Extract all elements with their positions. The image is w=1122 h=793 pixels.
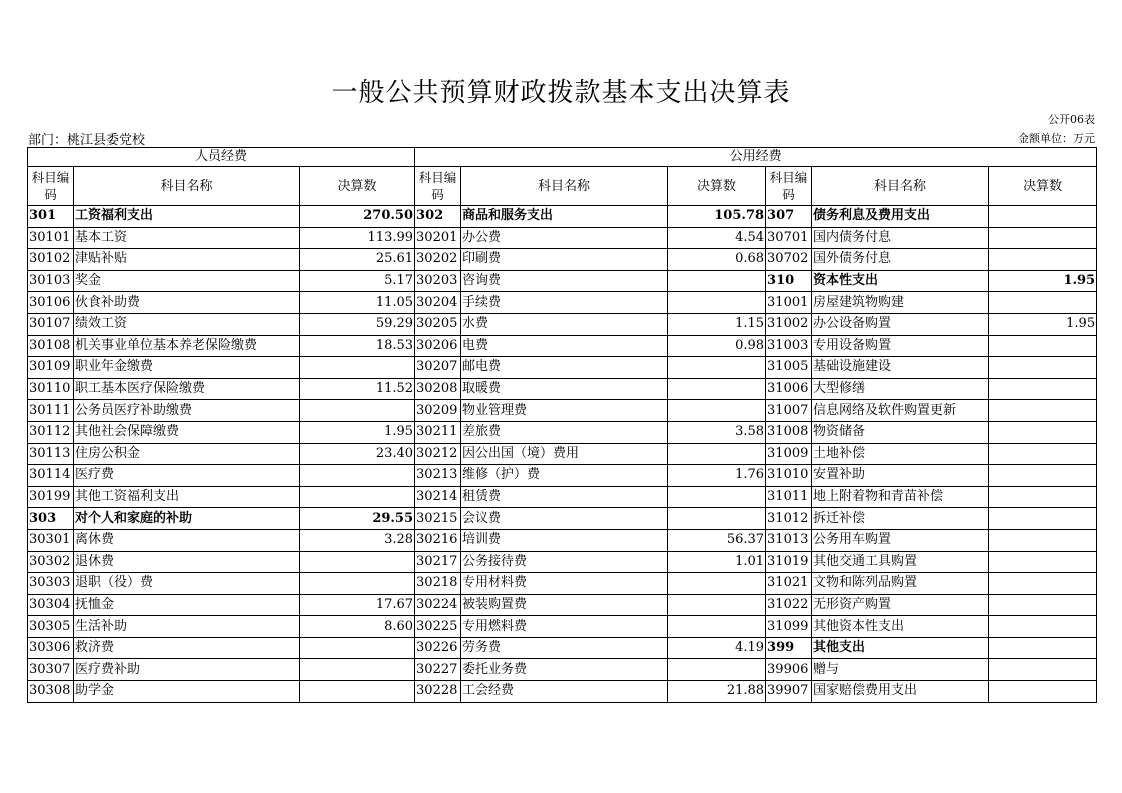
subject-name: 物资储备 <box>812 421 989 443</box>
subject-code: 30303 <box>28 573 74 595</box>
header-code: 科目编码 <box>415 167 461 206</box>
subject-code: 30202 <box>415 249 461 271</box>
table-row <box>28 357 1097 379</box>
subject-name: 债务利息及费用支出 <box>812 206 989 228</box>
subject-name: 邮电费 <box>461 357 668 379</box>
subject-code: 30224 <box>415 594 461 616</box>
subject-code: 30306 <box>28 637 74 659</box>
subject-name: 专用燃料费 <box>461 616 668 638</box>
subject-code: 31009 <box>766 443 812 465</box>
subject-code: 30702 <box>766 249 812 271</box>
subject-code: 30107 <box>28 313 74 335</box>
subject-code: 30308 <box>28 681 74 703</box>
subject-name: 对个人和家庭的补助 <box>74 508 300 530</box>
final-amount: 4.54 <box>668 227 766 249</box>
subject-name: 地上附着物和青苗补偿 <box>812 486 989 508</box>
subject-name: 办公设备购置 <box>812 313 989 335</box>
final-amount <box>989 400 1097 422</box>
table-row <box>28 270 1097 292</box>
subject-code: 31022 <box>766 594 812 616</box>
subject-code: 30302 <box>28 551 74 573</box>
final-amount <box>989 249 1097 271</box>
subject-code: 30110 <box>28 378 74 400</box>
subject-name: 医疗费 <box>74 465 300 487</box>
subject-name: 助学金 <box>74 681 300 703</box>
final-amount: 25.61 <box>300 249 415 271</box>
final-amount: 1.15 <box>668 313 766 335</box>
subject-name: 其他社会保障缴费 <box>74 421 300 443</box>
table-row <box>28 616 1097 638</box>
subject-code: 30109 <box>28 357 74 379</box>
subject-name: 专用设备购置 <box>812 335 989 357</box>
final-amount: 1.95 <box>989 270 1097 292</box>
subject-code: 31019 <box>766 551 812 573</box>
final-amount <box>300 659 415 681</box>
final-amount <box>668 486 766 508</box>
subject-name: 工会经费 <box>461 681 668 703</box>
final-amount <box>300 465 415 487</box>
table-row <box>28 292 1097 314</box>
header-amount: 决算数 <box>989 167 1097 206</box>
subject-code: 31012 <box>766 508 812 530</box>
final-amount <box>668 292 766 314</box>
table-row <box>28 486 1097 508</box>
subject-name: 津贴补贴 <box>74 249 300 271</box>
subject-code: 30111 <box>28 400 74 422</box>
final-amount <box>989 508 1097 530</box>
subject-name: 拆迁补偿 <box>812 508 989 530</box>
subject-code: 307 <box>766 206 812 228</box>
subject-code: 31013 <box>766 529 812 551</box>
subject-name: 机关事业单位基本养老保险缴费 <box>74 335 300 357</box>
subject-code: 30307 <box>28 659 74 681</box>
final-amount: 59.29 <box>300 313 415 335</box>
table-row <box>28 659 1097 681</box>
final-amount: 1.95 <box>300 421 415 443</box>
final-amount <box>989 659 1097 681</box>
table-row <box>28 465 1097 487</box>
final-amount <box>300 637 415 659</box>
subject-name: 退职（役）费 <box>74 573 300 595</box>
final-amount <box>989 227 1097 249</box>
subject-code: 30102 <box>28 249 74 271</box>
subject-code: 30225 <box>415 616 461 638</box>
final-amount <box>300 486 415 508</box>
subject-name: 无形资产购置 <box>812 594 989 616</box>
final-amount <box>300 357 415 379</box>
header-amount: 决算数 <box>668 167 766 206</box>
subject-name: 职工基本医疗保险缴费 <box>74 378 300 400</box>
final-amount: 1.01 <box>668 551 766 573</box>
subject-code: 31006 <box>766 378 812 400</box>
final-amount <box>989 335 1097 357</box>
header-name: 科目名称 <box>461 167 668 206</box>
subject-name: 其他资本性支出 <box>812 616 989 638</box>
subject-code: 31002 <box>766 313 812 335</box>
final-amount <box>989 206 1097 228</box>
final-amount: 8.60 <box>300 616 415 638</box>
subject-code: 31008 <box>766 421 812 443</box>
final-amount <box>300 681 415 703</box>
table-row <box>28 551 1097 573</box>
subject-code: 31005 <box>766 357 812 379</box>
table-row <box>28 313 1097 335</box>
final-amount: 0.68 <box>668 249 766 271</box>
final-amount <box>989 443 1097 465</box>
final-amount: 11.52 <box>300 378 415 400</box>
final-amount: 11.05 <box>300 292 415 314</box>
subject-name: 伙食补助费 <box>74 292 300 314</box>
header-code: 科目编码 <box>766 167 812 206</box>
subject-code: 30114 <box>28 465 74 487</box>
subject-code: 30216 <box>415 529 461 551</box>
table-row <box>28 508 1097 530</box>
subject-code: 30208 <box>415 378 461 400</box>
subject-code: 30203 <box>415 270 461 292</box>
final-amount: 17.67 <box>300 594 415 616</box>
final-amount: 56.37 <box>668 529 766 551</box>
subject-name: 基本工资 <box>74 227 300 249</box>
subject-code: 30213 <box>415 465 461 487</box>
subject-name: 租赁费 <box>461 486 668 508</box>
subject-name: 其他工资福利支出 <box>74 486 300 508</box>
final-amount: 5.17 <box>300 270 415 292</box>
subject-name: 公务员医疗补助缴费 <box>74 400 300 422</box>
final-amount <box>668 400 766 422</box>
subject-code: 302 <box>415 206 461 228</box>
subject-name: 文物和陈列品购置 <box>812 573 989 595</box>
subject-name: 培训费 <box>461 529 668 551</box>
subject-name: 工资福利支出 <box>74 206 300 228</box>
subject-code: 30227 <box>415 659 461 681</box>
subject-name: 会议费 <box>461 508 668 530</box>
subject-code: 30199 <box>28 486 74 508</box>
final-amount <box>668 357 766 379</box>
final-amount <box>989 529 1097 551</box>
subject-name: 维修（护）费 <box>461 465 668 487</box>
amount-unit-label: 金额单位：万元 <box>1018 132 1095 145</box>
subject-code: 30226 <box>415 637 461 659</box>
subject-code: 31011 <box>766 486 812 508</box>
final-amount <box>989 292 1097 314</box>
final-amount: 113.99 <box>300 227 415 249</box>
header-name: 科目名称 <box>812 167 989 206</box>
subject-name: 水费 <box>461 313 668 335</box>
subject-code: 30215 <box>415 508 461 530</box>
final-amount <box>989 637 1097 659</box>
subject-name: 被装购置费 <box>461 594 668 616</box>
subject-name: 资本性支出 <box>812 270 989 292</box>
group-header-public: 公用经费 <box>415 148 1097 167</box>
subject-name: 房屋建筑物购建 <box>812 292 989 314</box>
final-amount <box>300 400 415 422</box>
form-number: 公开06表 <box>1048 113 1095 126</box>
subject-name: 其他交通工具购置 <box>812 551 989 573</box>
subject-name: 其他支出 <box>812 637 989 659</box>
subject-code: 30218 <box>415 573 461 595</box>
group-header-personnel: 人员经费 <box>28 148 415 167</box>
final-amount: 18.53 <box>300 335 415 357</box>
subject-code: 30301 <box>28 529 74 551</box>
subject-name: 奖金 <box>74 270 300 292</box>
final-amount <box>989 486 1097 508</box>
subject-name: 医疗费补助 <box>74 659 300 681</box>
final-amount <box>989 594 1097 616</box>
table-row <box>28 529 1097 551</box>
final-amount <box>300 573 415 595</box>
final-amount: 21.88 <box>668 681 766 703</box>
subject-code: 30206 <box>415 335 461 357</box>
subject-code: 30701 <box>766 227 812 249</box>
subject-name: 印刷费 <box>461 249 668 271</box>
subject-name: 抚恤金 <box>74 594 300 616</box>
final-amount <box>989 357 1097 379</box>
final-amount <box>668 659 766 681</box>
subject-name: 绩效工资 <box>74 313 300 335</box>
final-amount: 105.78 <box>668 206 766 228</box>
subject-name: 委托业务费 <box>461 659 668 681</box>
table-row <box>28 594 1097 616</box>
final-amount: 4.19 <box>668 637 766 659</box>
subject-code: 30108 <box>28 335 74 357</box>
subject-code: 30212 <box>415 443 461 465</box>
subject-code: 30112 <box>28 421 74 443</box>
subject-code: 31007 <box>766 400 812 422</box>
subject-code: 39907 <box>766 681 812 703</box>
subject-name: 退休费 <box>74 551 300 573</box>
subject-name: 基础设施建设 <box>812 357 989 379</box>
table-row <box>28 637 1097 659</box>
subject-name: 专用材料费 <box>461 573 668 595</box>
final-amount <box>668 443 766 465</box>
subject-name: 离休费 <box>74 529 300 551</box>
subject-code: 310 <box>766 270 812 292</box>
table-row <box>28 206 1097 228</box>
subject-code: 31099 <box>766 616 812 638</box>
subject-code: 31003 <box>766 335 812 357</box>
subject-name: 大型修缮 <box>812 378 989 400</box>
subject-name: 生活补助 <box>74 616 300 638</box>
subject-name: 信息网络及软件购置更新 <box>812 400 989 422</box>
table-row <box>28 227 1097 249</box>
page-title: 一般公共预算财政拨款基本支出决算表 <box>331 78 791 108</box>
table-row <box>28 421 1097 443</box>
subject-name: 因公出国（境）费用 <box>461 443 668 465</box>
subject-name: 手续费 <box>461 292 668 314</box>
final-amount: 1.95 <box>989 313 1097 335</box>
subject-name: 电费 <box>461 335 668 357</box>
final-amount <box>668 378 766 400</box>
subject-name: 取暖费 <box>461 378 668 400</box>
subject-name: 安置补助 <box>812 465 989 487</box>
subject-code: 30209 <box>415 400 461 422</box>
final-amount <box>300 551 415 573</box>
header-name: 科目名称 <box>74 167 300 206</box>
table-row <box>28 378 1097 400</box>
subject-code: 39906 <box>766 659 812 681</box>
subject-code: 30305 <box>28 616 74 638</box>
subject-name: 办公费 <box>461 227 668 249</box>
subject-name: 商品和服务支出 <box>461 206 668 228</box>
subject-code: 31001 <box>766 292 812 314</box>
subject-code: 301 <box>28 206 74 228</box>
final-amount <box>989 421 1097 443</box>
subject-name: 劳务费 <box>461 637 668 659</box>
subject-name: 职业年金缴费 <box>74 357 300 379</box>
final-amount: 29.55 <box>300 508 415 530</box>
final-amount: 270.50 <box>300 206 415 228</box>
subject-code: 30304 <box>28 594 74 616</box>
subject-name: 公务接待费 <box>461 551 668 573</box>
final-amount: 3.58 <box>668 421 766 443</box>
subject-code: 30106 <box>28 292 74 314</box>
table-row <box>28 443 1097 465</box>
final-amount: 23.40 <box>300 443 415 465</box>
final-amount: 1.76 <box>668 465 766 487</box>
subject-code: 30101 <box>28 227 74 249</box>
subject-code: 30228 <box>415 681 461 703</box>
final-amount <box>668 616 766 638</box>
final-amount <box>989 616 1097 638</box>
table-row <box>28 335 1097 357</box>
subject-name: 赠与 <box>812 659 989 681</box>
subject-code: 30103 <box>28 270 74 292</box>
final-amount <box>989 378 1097 400</box>
table-row <box>28 681 1097 703</box>
subject-name: 住房公积金 <box>74 443 300 465</box>
subject-code: 30204 <box>415 292 461 314</box>
subject-name: 咨询费 <box>461 270 668 292</box>
department-label: 部门：桃江县委党校 <box>28 133 146 148</box>
subject-name: 国内债务付息 <box>812 227 989 249</box>
subject-name: 物业管理费 <box>461 400 668 422</box>
final-amount <box>989 681 1097 703</box>
subject-code: 31021 <box>766 573 812 595</box>
final-amount <box>668 573 766 595</box>
subject-code: 30201 <box>415 227 461 249</box>
final-amount <box>989 573 1097 595</box>
subject-code: 31010 <box>766 465 812 487</box>
subject-name: 差旅费 <box>461 421 668 443</box>
budget-table <box>27 147 1097 703</box>
subject-name: 土地补偿 <box>812 443 989 465</box>
header-code: 科目编码 <box>28 167 74 206</box>
table-row <box>28 573 1097 595</box>
subject-name: 国家赔偿费用支出 <box>812 681 989 703</box>
subject-code: 30217 <box>415 551 461 573</box>
subject-name: 国外债务付息 <box>812 249 989 271</box>
final-amount <box>668 594 766 616</box>
header-amount: 决算数 <box>300 167 415 206</box>
final-amount <box>668 270 766 292</box>
final-amount <box>989 465 1097 487</box>
final-amount: 0.98 <box>668 335 766 357</box>
subject-code: 30205 <box>415 313 461 335</box>
final-amount <box>668 508 766 530</box>
subject-name: 救济费 <box>74 637 300 659</box>
final-amount <box>989 551 1097 573</box>
table-row <box>28 400 1097 422</box>
subject-code: 30211 <box>415 421 461 443</box>
final-amount: 3.28 <box>300 529 415 551</box>
subject-code: 30214 <box>415 486 461 508</box>
subject-code: 303 <box>28 508 74 530</box>
subject-code: 399 <box>766 637 812 659</box>
subject-code: 30113 <box>28 443 74 465</box>
subject-name: 公务用车购置 <box>812 529 989 551</box>
table-row <box>28 249 1097 271</box>
subject-code: 30207 <box>415 357 461 379</box>
